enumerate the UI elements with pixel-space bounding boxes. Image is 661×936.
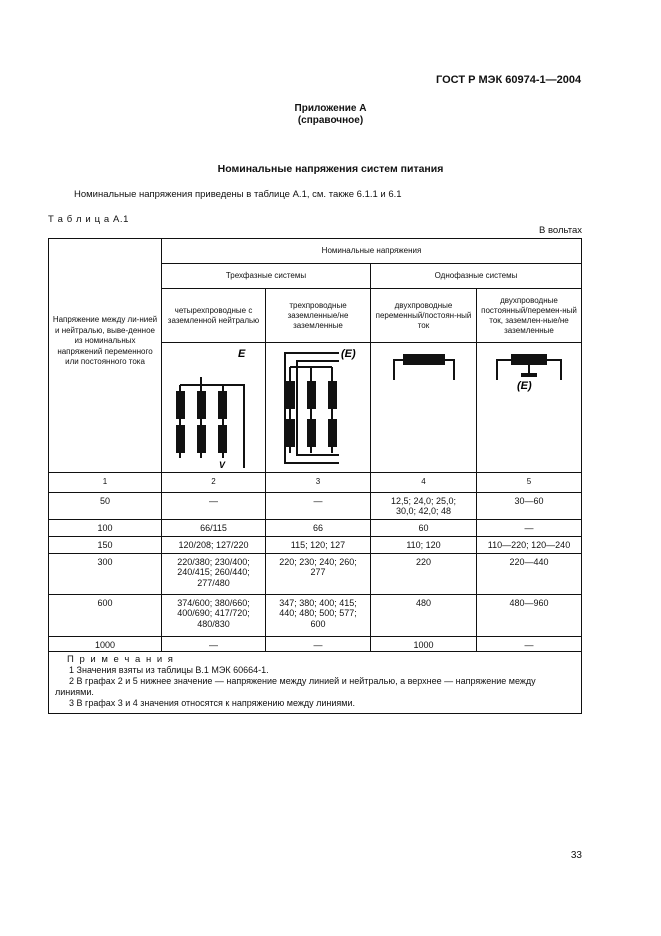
table-cell: 480 xyxy=(371,594,477,636)
table-cell: 115; 120; 127 xyxy=(266,536,371,553)
diagram-four-wire xyxy=(162,343,266,473)
table-row xyxy=(49,594,582,636)
table-cell: 50 xyxy=(49,492,162,519)
col5-header: двухпроводные постоянный/перемен-ный ток, заземлен-ные/не заземленные xyxy=(477,289,582,343)
table-cell: 12,5; 24,0; 25,0; 30,0; 42,0; 48 xyxy=(371,492,477,519)
col4-header: двухпроводные переменный/постоян-ный ток xyxy=(371,289,477,343)
table-cell: 300 xyxy=(49,553,162,594)
table-cell: — xyxy=(266,492,371,519)
standard-designation: ГОСТ Р МЭК 60974-1—2004 xyxy=(436,74,582,86)
annex-title: Приложение А xyxy=(294,103,367,114)
diagram-two-wire xyxy=(371,343,477,473)
col-number-2: 2 xyxy=(162,472,266,492)
table-cell: 480—960 xyxy=(477,594,582,636)
table-cell: 110; 120 xyxy=(371,536,477,553)
col-number-4: 4 xyxy=(371,472,477,492)
table-cell: 220; 230; 240; 260; 277 xyxy=(266,553,371,594)
note-number: 2 xyxy=(69,676,75,686)
earth-label-e: E xyxy=(238,348,246,360)
table-row xyxy=(49,519,582,536)
col-number-1: 1 xyxy=(49,472,162,492)
table-cell: 120/208; 127/220 xyxy=(162,536,266,553)
units-label: В вольтах xyxy=(538,225,582,236)
table-cell: 220—440 xyxy=(477,553,582,594)
table-cell: 347; 380; 400; 415; 440; 480; 500; 577; 600 xyxy=(266,594,371,636)
table-cell: 150 xyxy=(49,536,162,553)
table-label: Т а б л и ц а А.1 xyxy=(48,214,130,225)
notes-block xyxy=(49,651,582,714)
group-header: Номинальные напряжения xyxy=(162,239,582,264)
note-number: 1 xyxy=(69,665,75,675)
col-number-5: 5 xyxy=(477,472,582,492)
diagram-two-wire-earthed xyxy=(477,343,582,473)
table-cell: 60 xyxy=(371,519,477,536)
earth-label-fe5: (E) xyxy=(517,380,532,392)
table-cell: 1000 xyxy=(49,636,162,651)
table-cell: 66 xyxy=(266,519,371,536)
section-title: Номинальные напряжения систем питания xyxy=(217,163,444,175)
note-text: В графах 3 и 4 значения относятся к напряжению между линиями. xyxy=(76,698,355,708)
notes-heading: П р и м е ч а н и я xyxy=(67,653,175,665)
diagram-three-wire xyxy=(266,343,371,473)
table-cell: 110—220; 120—240 xyxy=(477,536,582,553)
table-row xyxy=(49,553,582,594)
intro-paragraph: Номинальные напряжения приведены в таблице А.1, см. также 6.1.1 и 6.1 xyxy=(74,189,402,200)
col-number-3: 3 xyxy=(266,472,371,492)
col3-header: трехпроводные заземленные/не заземленные xyxy=(266,289,371,343)
table-cell: 100 xyxy=(49,519,162,536)
label-v: V xyxy=(219,460,226,469)
table-cell: 374/600; 380/660; 400/690; 417/720; 480/830 xyxy=(162,594,266,636)
note-number: 3 xyxy=(69,698,75,708)
table-cell: — xyxy=(266,636,371,651)
col2-header: четырехпроводные с заземленной нейтралью xyxy=(162,289,266,343)
table-row xyxy=(49,492,582,519)
table-cell: — xyxy=(477,636,582,651)
table-cell: 220/380; 230/400; 240/415; 260/440; 277/480 xyxy=(162,553,266,594)
note-text: В графах 2 и 5 нижнее значение — напряжение между линией и нейтралью, а верхнее — напряжение между линиями. xyxy=(55,676,536,697)
table-cell: 30—60 xyxy=(477,492,582,519)
note-2 xyxy=(53,676,577,698)
three-phase-header: Трехфазные системы xyxy=(162,264,371,289)
table-cell: — xyxy=(162,492,266,519)
voltage-table xyxy=(48,238,582,714)
table-cell: 220 xyxy=(371,553,477,594)
table-row xyxy=(49,636,582,651)
page-number: 33 xyxy=(570,850,582,861)
table-row xyxy=(49,536,582,553)
table-cell: — xyxy=(477,519,582,536)
note-text: Значения взяты из таблицы В.1 МЭК 60664-1. xyxy=(76,665,269,675)
earth-label-fe3: (E) xyxy=(341,348,356,360)
annex-subtitle: (справочное) xyxy=(297,115,364,126)
single-phase-header: Однофазные системы xyxy=(371,264,582,289)
row-header-cell: Напряжение между ли-нией и нейтралью, выве-денное из номинальных напряжений переменного или постоянного тока xyxy=(49,239,162,473)
table-cell: — xyxy=(162,636,266,651)
note-3 xyxy=(53,698,577,709)
table-cell: 1000 xyxy=(371,636,477,651)
table-cell: 600 xyxy=(49,594,162,636)
table-cell: 66/115 xyxy=(162,519,266,536)
note-1 xyxy=(53,665,577,676)
